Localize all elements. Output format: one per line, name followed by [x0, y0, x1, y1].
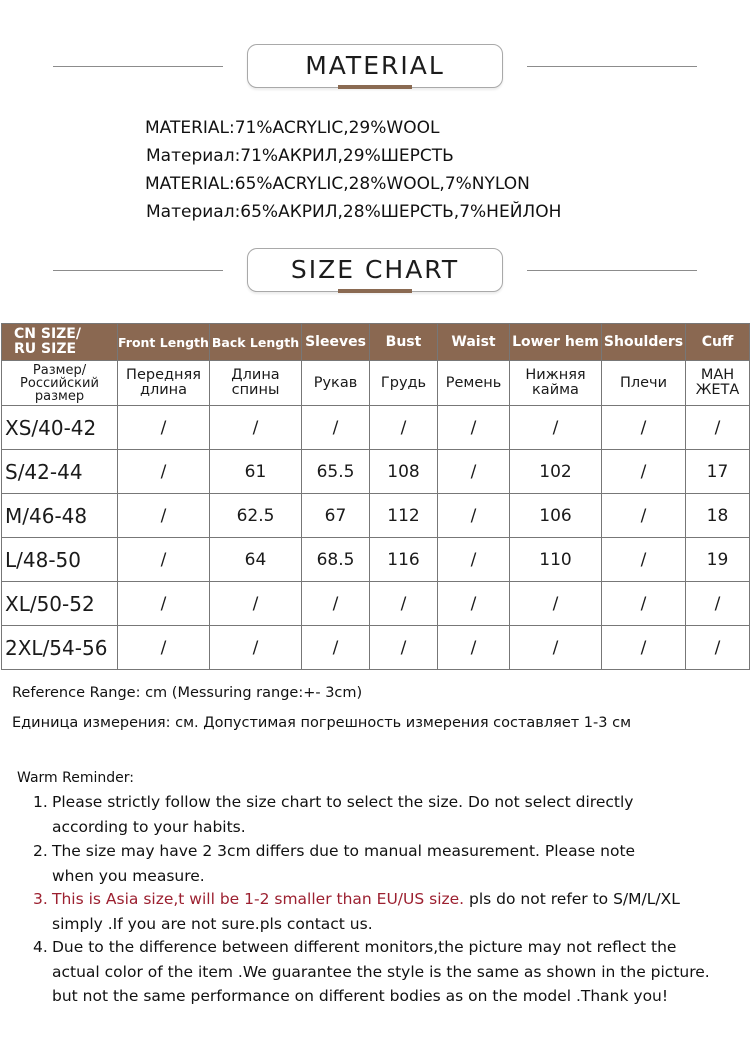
cell-value: / [302, 626, 370, 670]
table-row [2, 538, 750, 582]
cell-value: 108 [370, 450, 438, 494]
material-section-header [0, 44, 750, 94]
cell-value: 68.5 [302, 538, 370, 582]
table-header-row-ru [2, 361, 750, 406]
cell-value: 61 [210, 450, 302, 494]
cell-value: 116 [370, 538, 438, 582]
cell-value: / [302, 582, 370, 626]
cell-value: 62.5 [210, 494, 302, 538]
cell-value: 112 [370, 494, 438, 538]
table-header-row-en [2, 324, 750, 361]
cell-value: 19 [686, 538, 750, 582]
material-title: MATERIAL [247, 44, 503, 88]
material-line-3: MATERIAL:65%ACRYLIC,28%WOOL,7%NYLON [145, 174, 530, 194]
cell-value: 110 [510, 538, 602, 582]
material-line-1: MATERIAL:71%ACRYLIC,29%WOOL [145, 118, 440, 138]
header-ru-bust: Грудь [370, 361, 438, 406]
material-line-2: Материал:71%АКРИЛ,29%ШЕРСТЬ [146, 146, 454, 166]
header-ru-cuff: МАН ЖЕТА [686, 361, 750, 406]
cell-value: / [602, 538, 686, 582]
cell-value: / [118, 626, 210, 670]
cell-value: / [210, 582, 302, 626]
cell-value: / [118, 582, 210, 626]
size-chart-title: SIZE CHART [247, 248, 503, 292]
cell-value: / [438, 450, 510, 494]
cell-value: / [602, 582, 686, 626]
cell-value: / [686, 406, 750, 450]
divider-left [53, 66, 223, 67]
cell-value: 64 [210, 538, 302, 582]
cell-value: / [118, 538, 210, 582]
cell-value: / [438, 406, 510, 450]
title-underline [338, 289, 412, 293]
cell-value: 106 [510, 494, 602, 538]
divider-left [53, 270, 223, 271]
cell-value: / [510, 626, 602, 670]
cell-value: / [602, 626, 686, 670]
cell-value: / [602, 450, 686, 494]
cell-value: 17 [686, 450, 750, 494]
cell-value: / [438, 494, 510, 538]
cell-value: / [438, 626, 510, 670]
size-chart-section-header [0, 248, 750, 298]
header-ru-sleeves: Рукав [302, 361, 370, 406]
table-row [2, 494, 750, 538]
header-ru-shoulders: Плечи [602, 361, 686, 406]
header-bust: Bust [370, 324, 438, 361]
table-row [2, 450, 750, 494]
cell-value: / [118, 494, 210, 538]
header-waist: Waist [438, 324, 510, 361]
size-chart-table [1, 323, 750, 670]
cell-value: / [118, 406, 210, 450]
header-cuff: Cuff [686, 324, 750, 361]
reference-range-en: Reference Range: cm (Messuring range:+- 3cm) [12, 685, 363, 701]
reminder-item-1: 1. Please strictly follow the size chart to select the size. Do not select directly according to your habits. [33, 793, 634, 836]
size-label: M/46-48 [2, 494, 118, 538]
cell-value: / [118, 450, 210, 494]
cell-value: / [370, 582, 438, 626]
size-label: S/42-44 [2, 450, 118, 494]
size-label: L/48-50 [2, 538, 118, 582]
header-ru-lower-hem: Нижняя кайма [510, 361, 602, 406]
reminder-item-4: 4. Due to the difference between different monitors,the picture may not reflect the actual color of the item .We guarantee the style is the same as shown in the picture. but not the same performance on different bodies as on the model .Thank you! [33, 938, 710, 1005]
table-row [2, 406, 750, 450]
cell-value: / [210, 406, 302, 450]
cell-value: / [370, 626, 438, 670]
title-underline [338, 85, 412, 89]
cell-value: / [686, 626, 750, 670]
header-back-length: Back Length [210, 324, 302, 361]
cell-value: / [438, 582, 510, 626]
asia-size-warning: This is Asia size,t will be 1-2 smaller than EU/US size. [52, 890, 465, 908]
reference-range-ru: Единица измерения: см. Допустимая погрешность измерения составляет 1-3 см [12, 715, 632, 731]
warm-reminder-title: Warm Reminder: [17, 770, 134, 786]
cell-value: / [510, 406, 602, 450]
size-label: 2XL/54-56 [2, 626, 118, 670]
material-line-4: Материал:65%АКРИЛ,28%ШЕРСТЬ,7%НЕЙЛОН [146, 202, 562, 222]
header-ru-waist: Ремень [438, 361, 510, 406]
reminder-item-2: 2. The size may have 2 3cm differs due to manual measurement. Please note when you measure. [33, 842, 636, 885]
size-label: XS/40-42 [2, 406, 118, 450]
header-front-length: Front Length [118, 324, 210, 361]
reminder-item-3: 3. This is Asia size,t will be 1-2 smaller than EU/US size. pls do not refer to S/M/L/XL simply .If you are not sure.pls contact us. [33, 890, 680, 933]
header-cn-size: CN SIZE/ RU SIZE [2, 324, 118, 361]
cell-value: 18 [686, 494, 750, 538]
divider-right [527, 66, 697, 67]
cell-value: / [602, 494, 686, 538]
header-lower-hem: Lower hem [510, 324, 602, 361]
header-ru-front-length: Передняя длина [118, 361, 210, 406]
table-row [2, 626, 750, 670]
header-ru-size: Размер/ Российский размер [2, 361, 118, 406]
cell-value: / [602, 406, 686, 450]
cell-value: / [370, 406, 438, 450]
cell-value: 102 [510, 450, 602, 494]
cell-value: 67 [302, 494, 370, 538]
cell-value: 65.5 [302, 450, 370, 494]
header-shoulders: Shoulders [602, 324, 686, 361]
divider-right [527, 270, 697, 271]
cell-value: / [686, 582, 750, 626]
cell-value: / [438, 538, 510, 582]
cell-value: / [510, 582, 602, 626]
cell-value: / [302, 406, 370, 450]
table-row [2, 582, 750, 626]
cell-value: / [210, 626, 302, 670]
size-label: XL/50-52 [2, 582, 118, 626]
header-ru-back-length: Длина спины [210, 361, 302, 406]
header-sleeves: Sleeves [302, 324, 370, 361]
